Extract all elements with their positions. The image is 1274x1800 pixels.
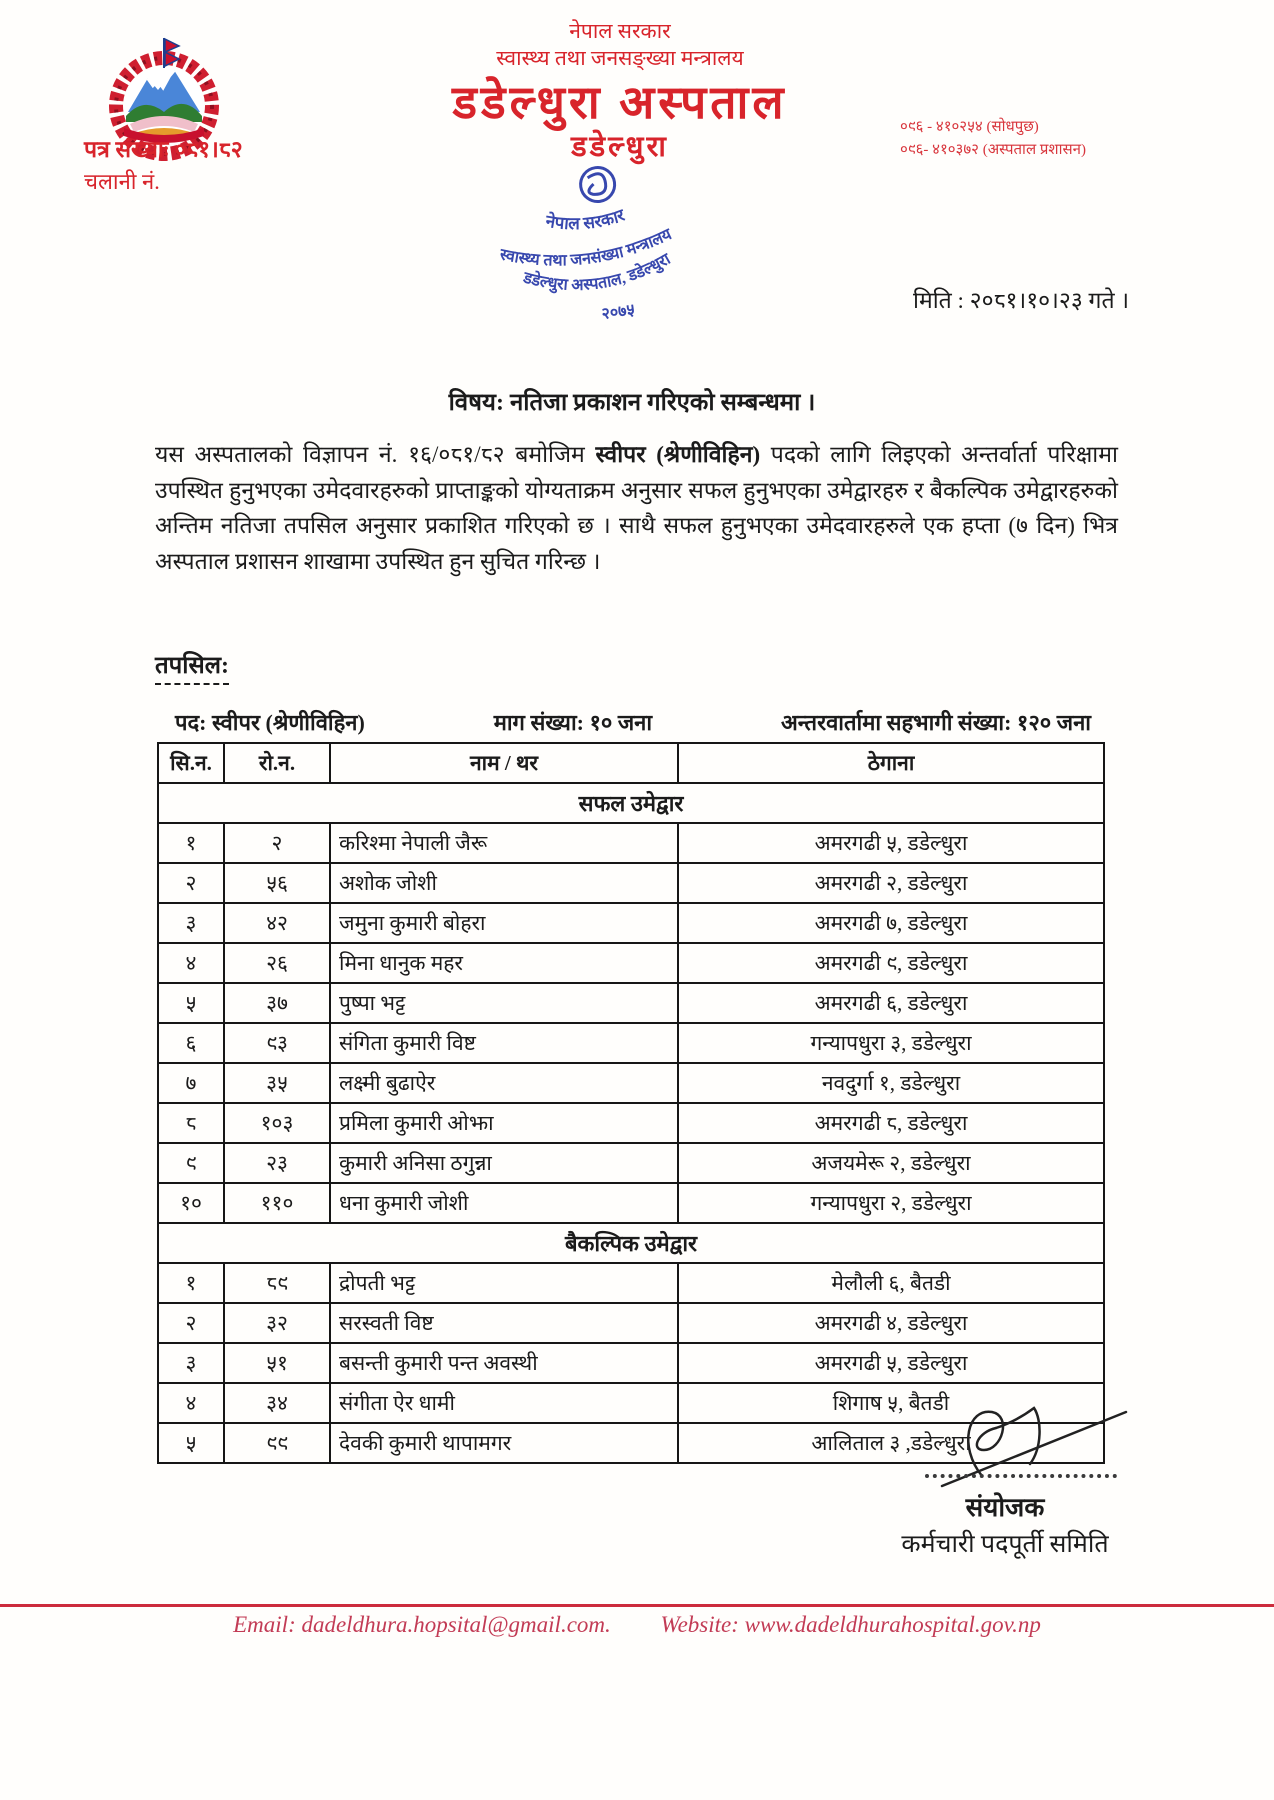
hospital-district: डडेल्धुरा (571, 131, 669, 163)
meta-position: पद: स्वीपर (श्रेणीविहिन) (175, 710, 365, 735)
table-row (158, 943, 1104, 983)
table-header-cell: नाम / थर (330, 743, 678, 783)
table-cell: ५१ (224, 1343, 330, 1383)
table-cell: ३४ (224, 1383, 330, 1423)
table-cell: करिश्मा नेपाली जैरू (330, 823, 678, 863)
meta-demand: माग संख्या: १० जना (493, 710, 653, 735)
table-section-row (158, 1223, 1104, 1263)
table-cell: जमुना कुमारी बोहरा (330, 903, 678, 943)
table-cell: ९ (158, 1143, 224, 1183)
table-cell: देवकी कुमारी थापामगर (330, 1423, 678, 1463)
footer-email: Email: dadeldhura.hopsital@gmail.com. (233, 1612, 611, 1637)
table-row (158, 983, 1104, 1023)
footer-divider (0, 1604, 1274, 1607)
table-cell: शिगाष ५, बैतडी (678, 1383, 1104, 1423)
table-cell: संगीता ऐर धामी (330, 1383, 678, 1423)
body-paragraph (155, 437, 1118, 579)
table-cell: ३२ (224, 1303, 330, 1343)
table-cell: अमरगढी २, डडेल्धुरा (678, 863, 1104, 903)
table-cell: १ (158, 823, 224, 863)
table-cell: सरस्वती विष्ट (330, 1303, 678, 1343)
table-cell: ९३ (224, 1023, 330, 1063)
table-cell: १ (158, 1263, 224, 1303)
table-header-cell: रो.न. (224, 743, 330, 783)
signature-dotted-line (925, 1474, 1117, 1478)
table-cell: २३ (224, 1143, 330, 1183)
table-row (158, 1143, 1104, 1183)
results-table (157, 742, 1105, 1464)
table-section-title: बैकल्पिक उमेद्वार (158, 1223, 1104, 1263)
table-cell: धना कुमारी जोशी (330, 1183, 678, 1223)
table-cell: ७ (158, 1063, 224, 1103)
table-row (158, 1303, 1104, 1343)
tapasil-heading: तपसिल: (155, 648, 229, 685)
table-cell: ५६ (224, 863, 330, 903)
table-cell: ४ (158, 1383, 224, 1423)
table-row (158, 823, 1104, 863)
table-header-cell: ठेगाना (678, 743, 1104, 783)
table-cell: संगिता कुमारी विष्ट (330, 1023, 678, 1063)
letterhead (300, 18, 940, 164)
table-header-row (158, 743, 1104, 783)
table-cell: ३७ (224, 983, 330, 1023)
table-cell: मिना धानुक महर (330, 943, 678, 983)
table-header-cell: सि.न. (158, 743, 224, 783)
table-cell: आलिताल ३ ,डडेल्धुरा (678, 1423, 1104, 1463)
phone-admin: ०९६- ४१०३७२ (अस्पताल प्रशासन) (900, 142, 1086, 158)
date-line: मिति : २०८१।१०।२३ गते । (913, 288, 1130, 313)
table-cell: बसन्ती कुमारी पन्त अवस्थी (330, 1343, 678, 1383)
table-cell: अमरगढी ७, डडेल्धुरा (678, 903, 1104, 943)
government-title: नेपाल सरकार (569, 19, 671, 43)
table-cell: ११० (224, 1183, 330, 1223)
body-text-bold: स्वीपर (श्रेणीविहिन) (595, 442, 761, 467)
table-cell: नवदुर्गा १, डडेल्धुरा (678, 1063, 1104, 1103)
table-cell: ४ (158, 943, 224, 983)
table-cell: १० (158, 1183, 224, 1223)
meta-participants: अन्तरवार्तामा सहभागी संख्या: १२० जना (780, 710, 1091, 735)
table-row (158, 1063, 1104, 1103)
table-cell: २ (224, 823, 330, 863)
table-row (158, 863, 1104, 903)
letter-number: पत्र संख्याः ०८१।८२ (84, 137, 243, 162)
table-cell: कुमारी अनिसा ठगुन्ना (330, 1143, 678, 1183)
table-cell: मेलौली ६, बैतडी (678, 1263, 1104, 1303)
table-meta (175, 707, 1091, 737)
table-cell: प्रमिला कुमारी ओझा (330, 1103, 678, 1143)
table-cell: ८ (158, 1103, 224, 1143)
table-cell: ८९ (224, 1263, 330, 1303)
table-cell: अमरगढी ८, डडेल्धुरा (678, 1103, 1104, 1143)
subject-line: विषय: नतिजा प्रकाशन गरिएको सम्बन्धमा । (448, 390, 816, 416)
table-section-title: सफल उमेद्वार (158, 783, 1104, 823)
svg-text:स्वास्थ्य तथा जनसंख्या मन्त्रा: स्वास्थ्य तथा जनसंख्या मन्त्रालय (498, 226, 675, 270)
table-row (158, 903, 1104, 943)
table-cell: ३ (158, 1343, 224, 1383)
table-row (158, 1263, 1104, 1303)
svg-text:नेपाल सरकार: नेपाल सरकार (544, 205, 628, 234)
phone-inquiry: ०९६ - ४१०२५४ (सोधपुछ) (900, 119, 1039, 135)
table-cell: लक्ष्मी बुढाऐर (330, 1063, 678, 1103)
body-text-2: पदको लागि लिइएको अन्तर्वार्ता परिक्षामा उपस्थित हुनुभएका उमेदवारहरुको प्राप्ताङ्कको योग्यताक्रम अनुसार सफल हुनुभएका उमेद्वारहरु र बैकल्पिक उमेद्वारहरुको अन्तिम नतिजा तपसिल अनुसार प्रकाशित गरिएको छ । साथै सफल हुनुभएका उमेदवारहरुले एक हप्ता (७ दिन) भित्र अस्पताल प्रशासन शाखामा उपस्थित हुन सुचित गरिन्छ । (155, 442, 1118, 574)
table-cell: ४२ (224, 903, 330, 943)
table-cell: अजयमेरू २, डडेल्धुरा (678, 1143, 1104, 1183)
phone-numbers (900, 116, 1086, 162)
table-cell: ३५ (224, 1063, 330, 1103)
table-cell: ९९ (224, 1423, 330, 1463)
table-cell: पुष्पा भट्ट (330, 983, 678, 1023)
results-table-body (158, 783, 1104, 1463)
table-cell: २ (158, 1303, 224, 1343)
table-cell: २ (158, 863, 224, 903)
table-cell: अमरगढी ५, डडेल्धुरा (678, 1343, 1104, 1383)
table-cell: ६ (158, 1023, 224, 1063)
footer (0, 1612, 1274, 1638)
table-cell: ५ (158, 1423, 224, 1463)
dispatch-number: चलानी नं. (84, 169, 160, 194)
table-cell: अशोक जोशी (330, 863, 678, 903)
table-cell: अमरगढी ४, डडेल्धुरा (678, 1303, 1104, 1343)
table-cell: ५ (158, 983, 224, 1023)
svg-text:डडेल्धुरा अस्पताल, डडेल्धुरा: डडेल्धुरा अस्पताल, डडेल्धुरा (521, 250, 674, 294)
table-cell: २६ (224, 943, 330, 983)
table-cell: गन्यापधुरा ३, डडेल्धुरा (678, 1023, 1104, 1063)
table-row (158, 1343, 1104, 1383)
svg-text:२०७५: २०७५ (600, 301, 636, 324)
body-text-1: यस अस्पतालको विज्ञापन नं. १६/०८१/८२ बमोजिम (155, 442, 596, 467)
hospital-name: डडेल्धुरा अस्पताल (452, 77, 788, 128)
table-row (158, 1103, 1104, 1143)
table-cell: द्रोपती भट्ट (330, 1263, 678, 1303)
signatory-committee: कर्मचारी पदपूर्ती समिति (901, 1531, 1109, 1558)
table-cell: अमरगढी ५, डडेल्धुरा (678, 823, 1104, 863)
table-row (158, 1023, 1104, 1063)
ministry-title: स्वास्थ्य तथा जनसङ्ख्या मन्त्रालय (496, 46, 744, 70)
signatory-title: संयोजक (965, 1493, 1045, 1522)
footer-website: Website: www.dadeldhurahospital.gov.np (660, 1612, 1041, 1637)
table-section-row (158, 783, 1104, 823)
table-cell: अमरगढी ९, डडेल्धुरा (678, 943, 1104, 983)
table-row (158, 1183, 1104, 1223)
table-cell: १०३ (224, 1103, 330, 1143)
table-cell: अमरगढी ६, डडेल्धुरा (678, 983, 1104, 1023)
table-cell: गन्यापधुरा २, डडेल्धुरा (678, 1183, 1104, 1223)
table-cell: ३ (158, 903, 224, 943)
